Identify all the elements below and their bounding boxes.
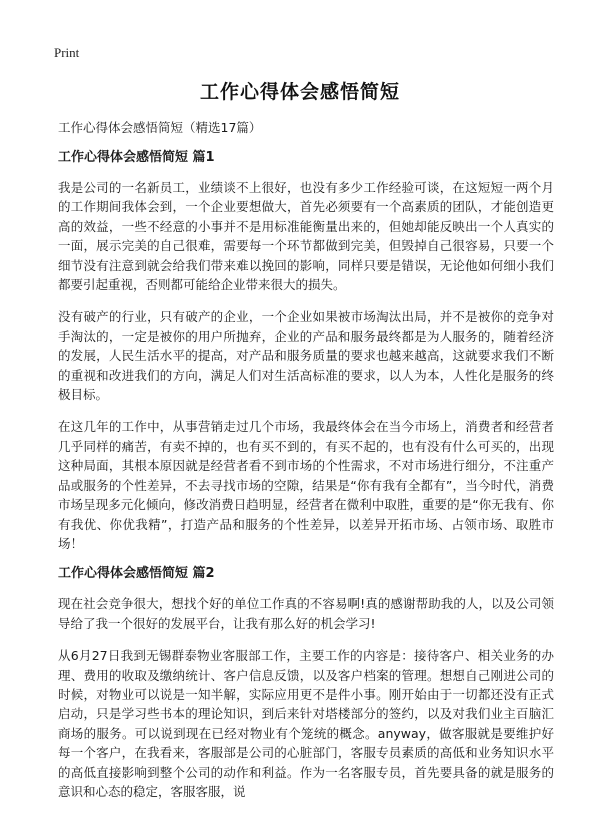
print-link[interactable]: Print	[54, 45, 80, 60]
paragraph: 现在社会竞争很大，想找个好的单位工作真的不容易啊!真的感谢帮助我的人，以及公司领导给了我一个很好的发展平台，让我有那么好的机会学习!	[58, 596, 554, 631]
paragraph: 在这几年的工作中，从事营销走过几个市场，我最终体会在当今市场上，消费者和经营者几乎同样的痛苦，有卖不掉的，也有买不到的，有买不起的，也有没有什么可买的，出现这种局面，其根本原因就是经营者看不到市场的个性需求，不对市场进行细分，不注重产品或服务的个性差异，不去寻找市场的空隙，结果是“你有我有全都有”，当今时代，消费市场呈现多元化倾向，修改消费日趋明显，经营者在微利中取胜，重要的是“你无我有、你有我优、你优我精”，打造产品和服务的个性差异，以差异开拓市场、占领市场、取胜市场！	[58, 419, 554, 551]
page-title: 工作心得体会感悟简短	[199, 81, 400, 103]
section-heading: 工作心得体会感悟简短 篇1	[58, 150, 215, 165]
article-body	[58, 120, 554, 814]
section-2	[58, 566, 554, 801]
article-subtitle: 工作心得体会感悟简短（精选17篇）	[58, 120, 262, 135]
section-heading: 工作心得体会感悟简短 篇2	[58, 566, 215, 582]
section-1	[58, 150, 554, 553]
paragraph: 从6月27日我到无锡群泰物业客服部工作，主要工作的内容是：接待客户、相关业务的办理、费用的收取及缴纳统计、客户信息反馈，以及客户档案的管理。想想自己刚进公司的时候，对物业可以说是一知半解，实际应用更不是件小事。刚开始由于一切都还没有正式启动，只是学习些书本的理论知识，到后来针对塔楼部分的签约，以及对我们业主百脑汇商场的服务。可以说到现在已经对物业有个笼统的概念。anyway，做客服就是要维护好每一个客户，在我看来，客服部是公司的心脏部门，客服专员素质的高低和业务知识水平的高低直接影响到整个公司的动作和利益。作为一名客服专员，首先要具备的就是服务的意识和心态的稳定，客服客服，说	[58, 648, 554, 799]
paragraph: 没有破产的行业，只有破产的企业，一个企业如果被市场淘汰出局，并不是被你的竞争对手淘汰的，一定是被你的用户所抛弃，企业的产品和服务最终都是为人服务的，随着经济的发展，人民生活水平的提高，对产品和服务质量的要求也越来越高，这就要求我们不断的重视和改进我们的方向，满足人们对生活高标准的要求，以人为本，人性化是服务的终极目标。	[58, 309, 554, 403]
paragraph: 我是公司的一名新员工，业绩谈不上很好，也没有多少工作经验可谈，在这短短一两个月的工作期间我体会到，一个企业要想做大，首先必须要有一个高素质的团队，才能创造更高的效益，一些不经意的小事并不是用标准能衡量出来的，但她却能反映出一个人真实的一面，展示完美的自己很难，需要每一个环节都做到完美，但毁掉自己很容易，只要一个细节没有注意到就会给我们带来难以挽回的影响，同样只要是错误，无论他如何细小我们都要引起重视，否则都可能给企业带来很大的损失。	[58, 180, 554, 293]
